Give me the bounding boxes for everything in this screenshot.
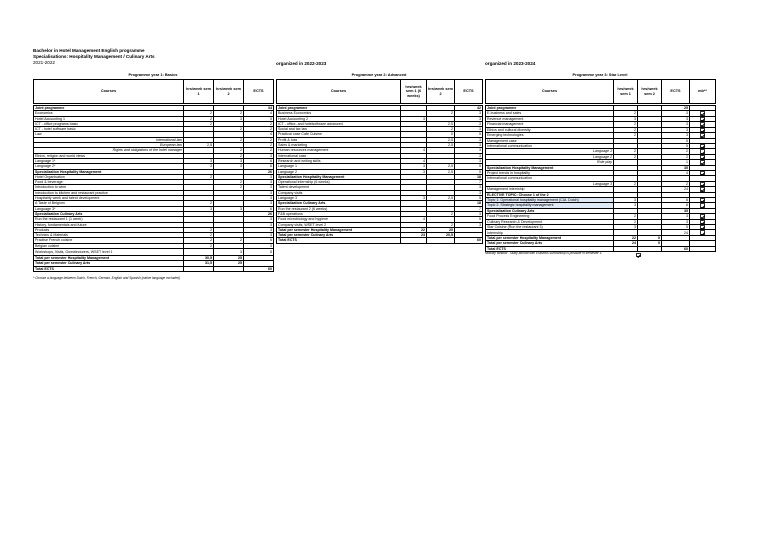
ects-value: 6 (662, 203, 690, 208)
hours-sem1 (184, 249, 214, 256)
ects-value: 42 (455, 106, 483, 111)
hours-sem1: 3 (614, 116, 638, 121)
course-name: Run the restaurant 2 (6 weeks) (277, 206, 401, 211)
hours-sem1 (401, 238, 427, 243)
hours-sem2: 2 (214, 185, 244, 190)
checkbox-checked-icon (700, 111, 705, 115)
ects-value: 5 (244, 249, 274, 256)
course-name: Joint programme (277, 106, 401, 111)
course-name: International case (277, 153, 401, 158)
checkbox-checked-icon (700, 182, 705, 186)
hours-sem2: 2 (427, 222, 455, 227)
hours-sem1: 23 (401, 233, 427, 238)
checkbox-checked-icon (700, 230, 705, 234)
col-hrs-sem2: hrs/week sem 2 (427, 80, 455, 104)
hours-sem2: 3 (214, 116, 244, 121)
checkbox-checked-icon (700, 117, 705, 121)
organized-year-3: organized in 2023-2024 (485, 61, 536, 66)
course-name: History, fundamentals and future (34, 222, 184, 227)
ects-value: 3 (455, 153, 483, 158)
table-row (277, 238, 483, 243)
organized-year-2: organized in 2022-2023 (276, 61, 327, 66)
course-name: Role play (486, 160, 614, 165)
course-name: Management internship (486, 187, 614, 192)
hours-sem1: 2 (614, 154, 638, 159)
col-mobility: mb** (690, 80, 716, 104)
hours-sem1: 3 (401, 116, 427, 121)
course-name: Food Process Engineering (486, 214, 614, 219)
course-name: Internship (486, 230, 614, 235)
hours-sem1: 3 (401, 169, 427, 174)
checkbox-checked-icon (700, 155, 705, 159)
col-ects: ECTS (244, 80, 274, 104)
checkbox-checked-icon (700, 149, 705, 153)
ects-value: 3 (662, 111, 690, 116)
hours-sem1: 2 (184, 238, 214, 243)
specialisations-line: Specialisations: Hospitality Management / Culinary Arts (33, 54, 155, 59)
course-name: Joint programme (486, 106, 614, 111)
course-name: Total per semester Hospitality Management (486, 235, 614, 240)
ects-value: 25 (662, 106, 690, 111)
hours-sem2: 0 (638, 235, 662, 240)
hours-sem1: 2 (184, 174, 214, 179)
checkbox-checked-icon (700, 187, 705, 191)
course-name: Specialization Culinary Arts (34, 211, 184, 216)
hours-sem1: 2 (184, 227, 214, 232)
course-name: ICT - hotel software basic (34, 127, 184, 132)
ects-value: 5 (455, 196, 483, 201)
year2-column-header (276, 79, 483, 104)
ects-value: 3 (662, 219, 690, 224)
hours-sem2: 2,5 (427, 137, 455, 142)
ects-value: 7 (455, 180, 483, 185)
year3-table (485, 105, 716, 252)
ects-value: 6 (244, 158, 274, 163)
hours-sem1: 4 (401, 158, 427, 163)
checkbox-checked-icon (700, 160, 705, 164)
ects-value: 3 (244, 222, 274, 227)
ects-value: 3 (244, 233, 274, 238)
ects-value: 24 (662, 187, 690, 192)
ects-value: 2 (244, 127, 274, 132)
ects-value: 18 (455, 201, 483, 206)
course-name: Belgian cuisine (34, 243, 184, 248)
course-name: Total per semester Culinary Arts (34, 261, 184, 266)
course-name: Specialization Culinary Arts (277, 201, 401, 206)
ects-value: 60 (662, 246, 690, 251)
checkbox-checked-icon (700, 214, 705, 218)
hours-sem2: 3 (214, 164, 244, 169)
hours-sem1: 2,5 (184, 143, 214, 148)
hours-sem1: 2 (614, 219, 638, 224)
course-name: Law (34, 132, 184, 137)
ects-value: 5 (662, 143, 690, 148)
hours-sem1: 4 (401, 217, 427, 222)
col-ects: ECTS (662, 80, 690, 104)
course-name: Total per semester Hospitality Management (277, 227, 401, 232)
year2-heading: Programme year 2: Advanced (351, 72, 407, 77)
col-courses: Courses (34, 80, 184, 104)
course-name: Language 1 (277, 164, 401, 169)
course-name: Joint programme (34, 106, 184, 111)
checkbox-checked-icon (700, 171, 705, 175)
hours-sem2: 25 (214, 256, 244, 261)
hours-sem1 (184, 266, 214, 271)
year1-heading: Programme year 1: Basics (128, 72, 178, 77)
hours-sem1: 3 (184, 158, 214, 163)
ects-value: 1 (662, 160, 690, 165)
ects-value: 3 (455, 143, 483, 148)
year3-heading: Programme year 3: Star Level (572, 72, 628, 77)
ects-value: 3 (455, 222, 483, 227)
ects-value: 3 (455, 148, 483, 153)
course-name: Operational internship (6 weeks) (277, 180, 401, 185)
col-hrs-sem1: hrs/week sem 1 (184, 80, 214, 104)
course-name: Emerging technologies (486, 133, 614, 138)
hours-sem1: 3 (614, 225, 638, 230)
ects-value: 3 (244, 196, 274, 201)
col-ects: ECTS (455, 80, 483, 104)
hours-sem2: 2 (214, 153, 244, 158)
ects-value: 3 (662, 127, 690, 132)
hours-sem2: 0 (427, 132, 455, 137)
ects-value: 18 (455, 174, 483, 179)
mobility-checkbox-icon (636, 253, 641, 257)
hours-sem1: 2 (614, 111, 638, 116)
ects-value: 6 (662, 197, 690, 202)
course-name: Total per semester Hospitality Management (34, 256, 184, 261)
hours-sem1: 2 (184, 201, 214, 206)
course-name: Practical case Café Cuisine (277, 132, 401, 137)
ects-value: 5 (662, 225, 690, 230)
hours-sem2: 2 (214, 127, 244, 132)
course-name: Management case (486, 138, 614, 143)
ects-value: 5 (455, 164, 483, 169)
col-hrs-sem1: hrs/week sem 1 (614, 80, 638, 104)
hours-sem2: 2,5 (427, 169, 455, 174)
course-name: Company visits, WSET level 2 (277, 222, 401, 227)
year2-table (276, 105, 483, 244)
ects-value: 2 (244, 121, 274, 126)
ects-value: 4 (244, 111, 274, 116)
ects-value: 3 (662, 133, 690, 138)
ects-value: 3 (662, 116, 690, 121)
hours-sem1: 2 (614, 149, 638, 154)
col-hrs-sem2: hrs/week sem 2 (214, 80, 244, 104)
ects-value: 5 (455, 169, 483, 174)
hours-sem1: 3 (401, 196, 427, 201)
hours-sem2: 2 (214, 148, 244, 153)
hours-sem1: 2 (614, 122, 638, 127)
hours-sem1: 2 (184, 121, 214, 126)
col-courses: Courses (277, 80, 401, 104)
ects-value: 5 (244, 116, 274, 121)
ects-value: 4 (244, 132, 274, 137)
course-name: International law (34, 137, 184, 142)
ects-value: 2 (662, 154, 690, 159)
hours-sem1: 3 (184, 206, 214, 211)
course-name: Total per semester Culinary Arts (486, 241, 614, 246)
ects-value: 24 (662, 230, 690, 235)
hours-sem2: 2 (214, 111, 244, 116)
course-name: Topic 2: Strategic hospitality management (486, 203, 614, 208)
hours-sem1: 22 (401, 227, 427, 232)
hours-sem2: 2,5 (427, 164, 455, 169)
hours-sem1: 3 (401, 164, 427, 169)
hours-sem2: 2,5 (427, 196, 455, 201)
hours-sem2: 2 (427, 211, 455, 216)
hours-sem2: 2 (427, 127, 455, 132)
course-name: Total ECTS (486, 246, 614, 251)
checkbox-checked-icon (700, 225, 705, 229)
ects-value: 7 (455, 206, 483, 211)
programme-title: Bachelor in Hotel Management English programme (33, 48, 145, 53)
hours-sem1: 2 (614, 214, 638, 219)
course-name: European law (34, 143, 184, 148)
table-row (34, 249, 274, 256)
hours-sem2: 3 (214, 206, 244, 211)
hours-sem2: 20,5 (427, 233, 455, 238)
ects-value: 3 (244, 190, 274, 195)
ects-value: 6 (244, 164, 274, 169)
ects-value: 2 (244, 137, 274, 142)
course-name: Financial management (486, 122, 614, 127)
hours-sem1: 2 (184, 233, 214, 238)
ects-value: 2 (244, 143, 274, 148)
course-name: Products (34, 227, 184, 232)
course-name: Workshops, Visits, Guestlecturers, WSET level 1 (34, 249, 184, 256)
course-name: Language 1* (34, 158, 184, 163)
hours-sem1: 3 (614, 197, 638, 202)
course-name: Research and writing skills (277, 158, 401, 163)
course-name: Business Economics (277, 111, 401, 116)
course-name: Revenue management (486, 116, 614, 121)
hours-sem2: 20 (427, 227, 455, 232)
ects-value: 2 (662, 149, 690, 154)
hours-sem2 (214, 266, 244, 271)
hours-sem2: 2 (214, 238, 244, 243)
hours-sem1: 2 (184, 116, 214, 121)
course-name: Sales & marketing (277, 143, 401, 148)
checkbox-checked-icon (700, 144, 705, 148)
course-name: Social and tax law (277, 127, 401, 132)
table-row (34, 266, 274, 271)
course-name: Star Cuisine (Run the restaurant 3) (486, 225, 614, 230)
ects-value: 3 (244, 185, 274, 190)
course-name: Introduction to wine (34, 185, 184, 190)
ects-value: 5 (662, 138, 690, 143)
course-name: Human resources management (277, 148, 401, 153)
hours-sem2: 0 (638, 241, 662, 246)
course-name: Hotel Accounting 1 (34, 116, 184, 121)
hours-sem1: 31,5 (184, 261, 214, 266)
ects-value: 60 (244, 266, 274, 271)
hours-sem2: 2 (427, 111, 455, 116)
course-name: Technics & Materials (34, 233, 184, 238)
hours-sem2: 2 (214, 137, 244, 142)
course-name: Run the restaurant 1 (1 week) (34, 217, 184, 222)
course-name: International communication (486, 176, 614, 181)
ects-value: 3 (455, 211, 483, 216)
hours-sem1: 2 (614, 133, 638, 138)
ects-value: 26 (244, 211, 274, 216)
col-hrs-sem2: hrs/week sem 2 (638, 80, 662, 104)
ects-value: 4 (662, 170, 690, 175)
ects-value: 26 (244, 169, 274, 174)
ects-value: 3 (244, 180, 274, 185)
ects-value: 3 (662, 122, 690, 127)
course-name: ICT - office- and hotelsoftware advanced (277, 121, 401, 126)
ects-value: 3 (455, 185, 483, 190)
course-name: F&B operations (277, 211, 401, 216)
checkbox-checked-icon (700, 122, 705, 126)
course-name: Total ECTS (277, 238, 401, 243)
course-name: Language 2 (486, 154, 614, 159)
course-name: Talent development (277, 185, 401, 190)
ects-value: 3 (455, 190, 483, 195)
course-name: Specialization Hospitality Management (34, 169, 184, 174)
ects-value: 3 (662, 214, 690, 219)
ects-value: 3 (244, 201, 274, 206)
hours-sem1: 2 (184, 111, 214, 116)
mobility-cell (690, 246, 716, 251)
ects-value: 3 (455, 116, 483, 121)
course-name: Hotel Organisation (34, 174, 184, 179)
ects-value: 3 (455, 111, 483, 116)
course-name: Specialization Hospitality Management (277, 174, 401, 179)
ects-value: 2 (662, 181, 690, 186)
course-name: Project trends in hospitality (486, 170, 614, 175)
course-name: Hotel Accounting 2 (277, 116, 401, 121)
course-name: ICT - office programs basic (34, 121, 184, 126)
ects-value: 6 (244, 238, 274, 243)
hours-sem2 (638, 246, 662, 251)
col-hrs-sem1: hrs/week sem 1 (6 weeks) (401, 80, 427, 104)
ects-value: 3 (455, 158, 483, 163)
course-name: Culinary Research & Development (486, 219, 614, 224)
checkbox-checked-icon (700, 133, 705, 137)
course-name: Rights and obligations of the hotel manager (34, 148, 184, 153)
ects-value: 3 (455, 137, 483, 142)
course-name: Ethics, religion and world views (34, 153, 184, 158)
course-name: E-business and sales (486, 111, 614, 116)
course-name: Specialization Hospitality Management (486, 165, 614, 170)
course-name: Specialization Culinary Arts (486, 208, 614, 213)
checkbox-checked-icon (700, 220, 705, 224)
course-name: International communication (486, 143, 614, 148)
ects-value: 3 (455, 121, 483, 126)
course-name: Company visits (277, 190, 401, 195)
course-name: Hospitality week and talent development (34, 196, 184, 201)
year3-column-header (485, 79, 716, 104)
course-name: Language 3 (486, 181, 614, 186)
course-name: Food & beverage (34, 180, 184, 185)
hours-sem2: 25 (214, 261, 244, 266)
ects-value: 3 (244, 227, 274, 232)
hours-sem1: 4 (401, 148, 427, 153)
hours-sem1: 2 (614, 181, 638, 186)
ects-value: 35 (662, 165, 690, 170)
ects-value: 2 (244, 148, 274, 153)
hours-sem1: 22 (614, 235, 638, 240)
checkbox-checked-icon (700, 128, 705, 132)
ects-value: 60 (455, 238, 483, 243)
course-name: Topic 1: Operational hospitality management (CUL Dutch) (486, 197, 614, 202)
course-name: Language 3 (277, 196, 401, 201)
hours-sem2: 2 (214, 180, 244, 185)
hours-sem1: 2 (614, 127, 638, 132)
hours-sem1: 30,5 (184, 256, 214, 261)
course-name: Language 3* (34, 206, 184, 211)
hours-sem2: 2,5 (427, 143, 455, 148)
hours-sem1: 3 (614, 203, 638, 208)
col-courses: Courses (486, 80, 614, 104)
hours-sem2: 3 (214, 249, 244, 256)
course-name: Total per semester Culinary Arts (277, 233, 401, 238)
course-name: Food microbiology and hygiene (277, 217, 401, 222)
ects-value: 34 (244, 106, 274, 111)
course-name: Language 2 (277, 169, 401, 174)
hours-sem2: 2,5 (427, 121, 455, 126)
hours-sem1: 2 (184, 243, 214, 248)
course-name: Profit & loss (277, 137, 401, 142)
hours-sem1: 24 (614, 241, 638, 246)
ects-value: 3 (455, 127, 483, 132)
checkbox-checked-icon (700, 198, 705, 202)
ects-value: 5 (455, 132, 483, 137)
course-name: Total ECTS (34, 266, 184, 271)
hours-sem2 (427, 238, 455, 243)
hours-sem2: 3 (214, 158, 244, 163)
ects-value: 3 (244, 243, 274, 248)
language-footnote: * Choose a language between Dutch, French, German, English and Spanish (native language excluded) (33, 276, 180, 280)
ects-value: 3 (244, 153, 274, 158)
mobility-note: Mobility window - study abroad with Erasmus scholarship is possible in semester 1. (485, 251, 603, 255)
course-name: Language 1 (486, 149, 614, 154)
ects-value: 35 (662, 208, 690, 213)
course-name: Ethics and cultural diversity (486, 127, 614, 132)
ects-value: 3 (244, 174, 274, 179)
ects-value: 3 (244, 217, 274, 222)
course-name: A Taste of Belgium (34, 201, 184, 206)
course-name: Introduction to kitchen and restaurant practice (34, 190, 184, 195)
course-name: ELECTIVE TOPIC: Choose 1 of the 2 (486, 192, 614, 197)
ects-value: 5 (455, 217, 483, 222)
course-name: Language 2* (34, 164, 184, 169)
course-name: Practise French cuisine (34, 238, 184, 243)
checkbox-checked-icon (700, 203, 705, 207)
ects-value: 6 (244, 206, 274, 211)
hours-sem1: 3 (184, 164, 214, 169)
year1-table (33, 105, 274, 272)
academic-years: 2021-2022 (33, 60, 55, 65)
course-name: Economics (34, 111, 184, 116)
year1-column-header (33, 79, 274, 104)
